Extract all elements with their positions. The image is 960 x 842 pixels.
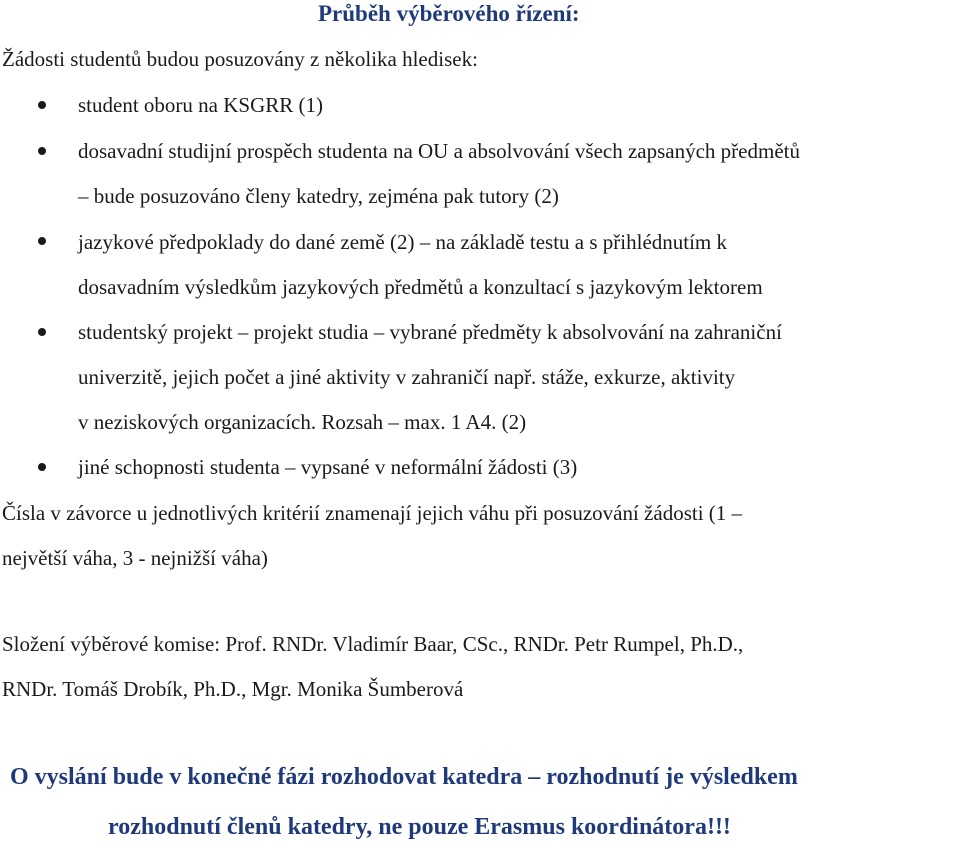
weights-note: Čísla v závorce u jednotlivých kritérií znamenají jejich váhu při posuzování žádosti (1 – — [2, 501, 743, 525]
page-title: Průběh výběrového řízení: — [318, 1, 580, 26]
weights-note: největší váha, 3 - nejnižší váha) — [2, 546, 268, 570]
criterion-line: – bude posuzováno členy katedry, zejména pak tutory (2) — [78, 184, 559, 208]
bullet-icon — [38, 101, 46, 109]
criterion-line: dosavadní studijní prospěch studenta na OU a absolvování všech zapsaných předmětů — [78, 139, 800, 163]
bullet-icon — [38, 147, 46, 155]
criterion-line: univerzitě, jejich počet a jiné aktivity v zahraničí např. stáže, exkurze, aktivity — [78, 365, 736, 389]
closing-statement: rozhodnutí členů katedry, ne pouze Erasmus koordinátora!!! — [108, 814, 731, 840]
criterion-line: v neziskových organizacích. Rozsah – max. 1 A4. (2) — [78, 410, 527, 434]
committee-text: Složení výběrové komise: Prof. RNDr. Vladimír Baar, CSc., RNDr. Petr Rumpel, Ph.D., — [2, 632, 744, 656]
closing-statement: O vyslání bude v konečné fázi rozhodovat katedra – rozhodnutí je výsledkem — [10, 764, 798, 790]
bullet-icon — [38, 237, 46, 245]
criterion-line: student oboru na KSGRR (1) — [78, 93, 323, 117]
criterion-line: jiné schopnosti studenta – vypsané v neformální žádosti (3) — [78, 455, 578, 479]
intro-text: Žádosti studentů budou posuzovány z několika hledisek: — [2, 47, 478, 71]
bullet-icon — [38, 328, 46, 336]
criterion-line: studentský projekt – projekt studia – vybrané předměty k absolvování na zahraniční — [78, 320, 782, 344]
criterion-line: jazykové předpoklady do dané země (2) – na základě testu a s přihlédnutím k — [78, 230, 728, 254]
criterion-line: dosavadním výsledkům jazykových předmětů a konzultací s jazykovým lektorem — [78, 275, 763, 299]
committee-text: RNDr. Tomáš Drobík, Ph.D., Mgr. Monika Šumberová — [2, 677, 464, 701]
bullet-icon — [38, 463, 46, 471]
